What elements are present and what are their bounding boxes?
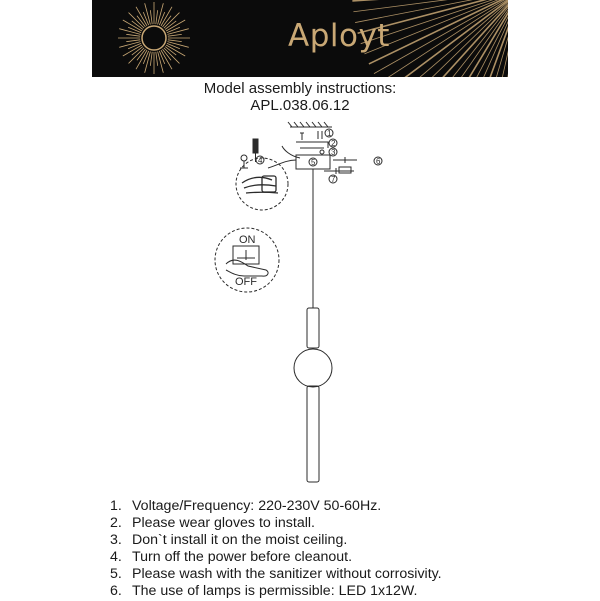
lamp-lower-tube xyxy=(307,386,319,482)
callout-2: 2 xyxy=(331,139,336,148)
model-number: APL.038.06.12 xyxy=(250,97,350,114)
switch-on-label: ON xyxy=(239,234,256,246)
list-item: 3. Don`t install it on the moist ceiling. xyxy=(110,532,348,549)
callout-4: 4 xyxy=(258,156,263,165)
instruction-list xyxy=(110,498,442,601)
supply-wire xyxy=(268,160,296,168)
list-item: 2. Please wear gloves to install. xyxy=(110,515,315,532)
callout-7: 7 xyxy=(331,175,336,184)
list-item: 1. Voltage/Frequency: 220-230V 50-60Hz. xyxy=(110,498,382,514)
document-title: Model assembly instructions: xyxy=(203,80,397,97)
list-item: 4. Turn off the power before cleanout. xyxy=(110,549,353,566)
ceiling-hatch xyxy=(288,122,332,127)
callout-1: 1 xyxy=(327,129,332,138)
ceiling-screws xyxy=(300,131,322,140)
switch-off-label: OFF xyxy=(235,276,257,288)
list-item: 6. The use of lamps is permissible: LED 1x12W. xyxy=(110,583,418,600)
callout-5: 5 xyxy=(311,158,316,167)
terminal-block xyxy=(242,176,278,193)
lamp-upper-tube xyxy=(307,308,319,348)
callout-6: 6 xyxy=(376,157,381,166)
brand-logo-text: Aployt xyxy=(288,18,390,54)
lamp-sphere xyxy=(294,349,332,387)
power-switch-icon xyxy=(226,246,268,276)
list-item: 5. Please wash with the sanitizer without corrosivity. xyxy=(110,566,442,583)
supply-wire-2 xyxy=(282,146,300,158)
side-screws xyxy=(324,157,357,174)
mounting-bracket xyxy=(296,142,328,154)
ground-symbol-icon xyxy=(240,155,248,168)
callout-3: 3 xyxy=(331,148,336,157)
